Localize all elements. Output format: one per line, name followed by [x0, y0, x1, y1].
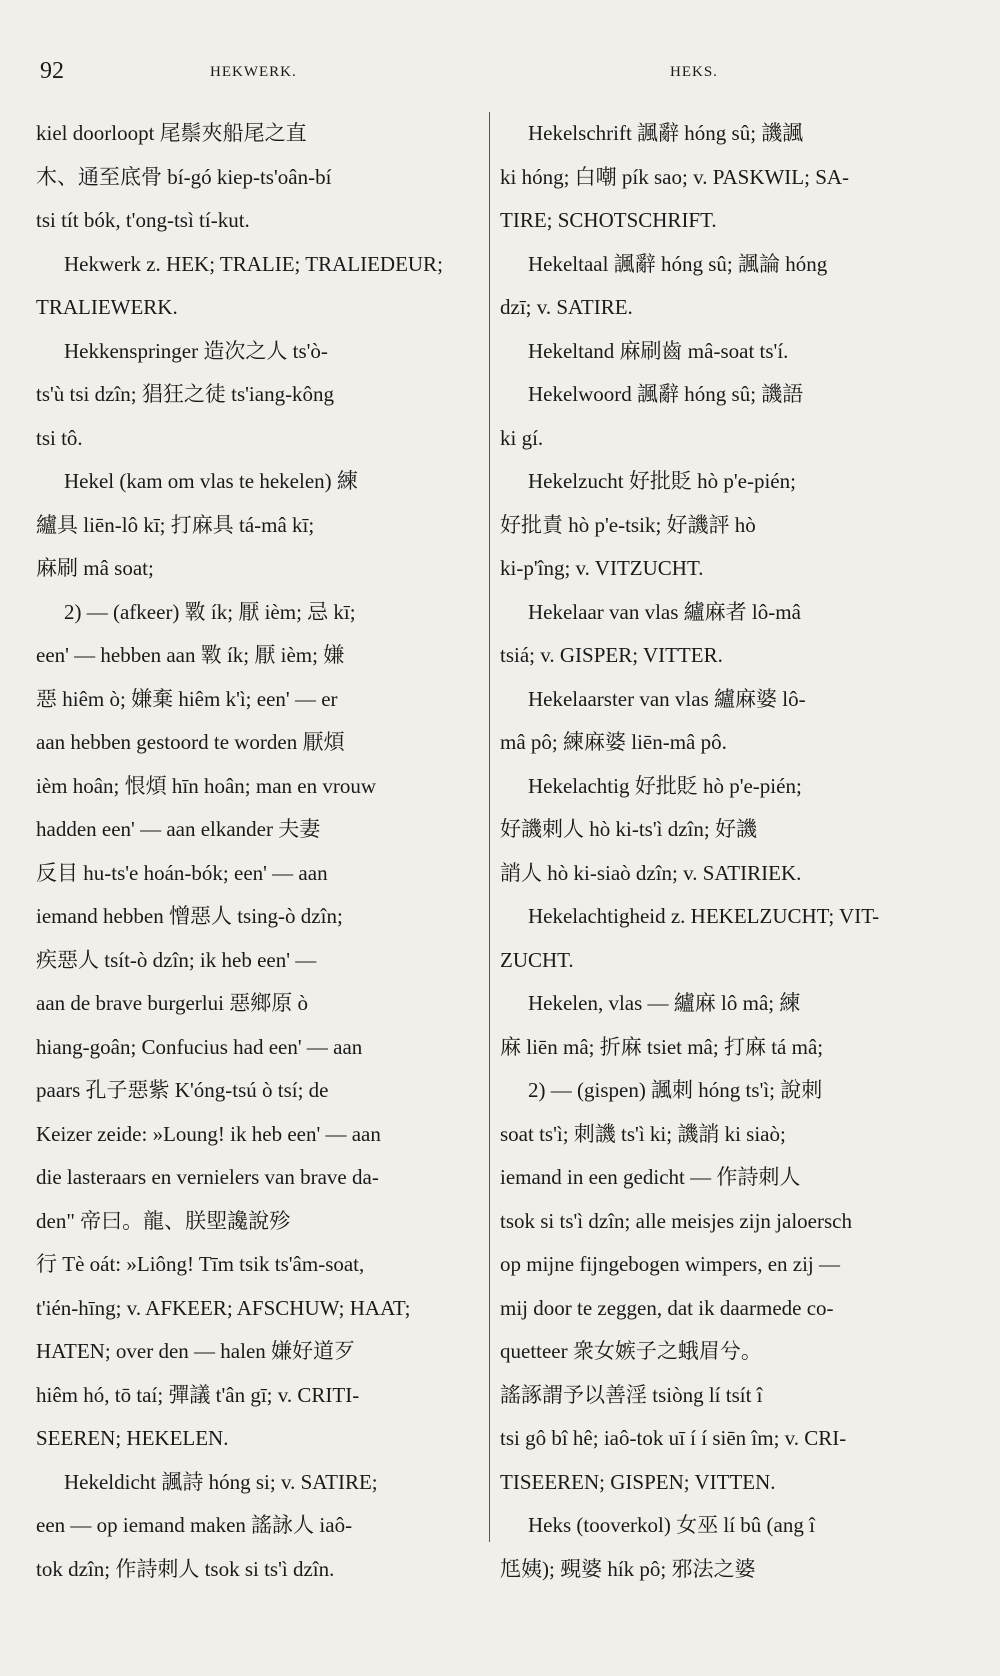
text-line: hiang-goân; Confucius had een' — aan — [36, 1034, 363, 1059]
text-line: Hekeldicht 諷詩 hóng si; v. SATIRE; — [64, 1469, 378, 1494]
text-line: 2) — (gispen) 諷刺 hóng ts'ì; 說刺 — [528, 1078, 823, 1102]
text-line: SEEREN; HEKELEN. — [36, 1426, 229, 1450]
text-line: aan de brave burgerlui 惡鄉原 ò — [36, 991, 308, 1015]
text-line: iemand hebben 憎惡人 tsing-ò dzîn; — [36, 904, 343, 928]
text-line: Hekel (kam om vlas te hekelen) 練 — [64, 469, 358, 493]
text-line: 好批責 hò p'e-tsik; 好譏評 hò — [500, 512, 756, 537]
text-line: 好譏刺人 hò ki-ts'ì dzîn; 好譏 — [500, 817, 757, 841]
page-header — [40, 58, 960, 90]
text-line: Hekeltand 麻刷齒 mâ-soat ts'í. — [528, 338, 789, 363]
text-line: 反目 hu-ts'e hoán-bók; een' — aan — [36, 860, 328, 885]
text-line: Hekelschrift 諷辭 hóng sû; 譏諷 — [528, 121, 804, 145]
text-line: Hekelaar van vlas 纑麻者 lô-mâ — [528, 599, 801, 624]
column-divider — [489, 112, 490, 1542]
text-line: Keizer zeide: »Loung! ik heb een' — aan — [36, 1121, 381, 1146]
text-line: op mijne fijngebogen wimpers, en zij — — [500, 1252, 841, 1276]
text-line: een — op iemand maken 謠詠人 iaô- — [36, 1513, 353, 1537]
text-line: Hekelzucht 好批貶 hò p'e-pién; — [528, 469, 796, 493]
left-column — [36, 112, 476, 1591]
text-line: Hekelwoord 諷辭 hóng sû; 譏語 — [528, 382, 804, 406]
text-line: tsi tô. — [36, 425, 83, 450]
text-line: ki-p'îng; v. VITZUCHT. — [500, 556, 704, 580]
text-line: ki hóng; 白嘲 pík sao; v. PASKWIL; SA- — [500, 164, 850, 189]
running-head-left: HEKWERK. — [210, 64, 297, 80]
text-line: 疾惡人 tsít-ò dzîn; ik heb een' — — [36, 947, 317, 972]
text-line: ièm hoân; 恨煩 hīn hoân; man en vrouw — [36, 773, 377, 798]
text-line: 木、通至底骨 bí-gó kiep-ts'oân-bí — [36, 164, 332, 189]
text-line: 謠諑謂予以善淫 tsiòng lí tsít î — [500, 1382, 763, 1407]
text-line: TISEEREN; GISPEN; VITTEN. — [500, 1469, 776, 1494]
text-line: 惡 hiêm ò; 嫌棄 hiêm k'ì; een' — er — [36, 686, 338, 711]
text-line: tsi tít bók, t'ong-tsì tí-kut. — [36, 208, 250, 232]
text-line: die lasteraars en vernielers van brave da- — [36, 1165, 379, 1189]
text-line: TIRE; SCHOTSCHRIFT. — [500, 208, 717, 232]
text-line: Hekwerk z. HEK; TRALIE; TRALIEDEUR; — [64, 251, 443, 276]
text-line: ts'ù tsi dzîn; 猖狂之徒 ts'iang-kông — [36, 382, 335, 406]
text-line: Hekelachtig 好批貶 hò p'e-pién; — [528, 773, 802, 798]
text-line: hadden een' — aan elkander 夫妻 — [36, 817, 321, 841]
text-line: soat ts'ì; 刺譏 ts'ì ki; 譏誚 ki siaò; — [500, 1121, 786, 1146]
text-line: hiêm hó, tō taí; 彈議 t'ân gī; v. CRITI- — [36, 1382, 360, 1407]
text-line: tsok si ts'ì dzîn; alle meisjes zijn jaloersch — [500, 1208, 852, 1233]
text-line: Heks (tooverkol) 女巫 lí bû (ang î — [528, 1513, 815, 1537]
text-line: mij door te zeggen, dat ik daarmede co- — [500, 1295, 834, 1320]
text-line: Hekeltaal 諷辭 hóng sû; 諷論 hóng — [528, 251, 828, 276]
text-line: HATEN; over den — halen 嫌好道歹 — [36, 1339, 356, 1363]
text-line: iemand in een gedicht — 作詩刺人 — [500, 1165, 801, 1189]
text-line: 麻刷 mâ soat; — [36, 556, 154, 580]
text-line: Hekelachtigheid z. HEKELZUCHT; VIT- — [528, 904, 880, 928]
text-line: 尪姨); 覡婆 hík pô; 邪法之婆 — [500, 1556, 756, 1581]
text-line: ZUCHT. — [500, 947, 574, 972]
text-line: tsi gô bî hê; iaô-tok uī í í siēn îm; v. CRI- — [500, 1426, 847, 1450]
text-line: t'ién-hīng; v. AFKEER; AFSCHUW; HAAT; — [36, 1295, 411, 1320]
text-line: Hekelaarster van vlas 纑麻婆 lô- — [528, 686, 806, 711]
text-line: ki gí. — [500, 425, 544, 450]
text-line: dzī; v. SATIRE. — [500, 295, 633, 319]
text-line: tok dzîn; 作詩刺人 tsok si ts'ì dzîn. — [36, 1556, 335, 1581]
text-line: een' — hebben aan 斁 ík; 厭 ièm; 嫌 — [36, 643, 345, 667]
text-line: 行 Tè oát: »Liông! Tīm tsik ts'âm-soat, — [36, 1252, 365, 1276]
text-line: Hekkenspringer 造次之人 ts'ò- — [64, 338, 328, 363]
text-line: mâ pô; 練麻婆 liēn-mâ pô. — [500, 730, 727, 754]
text-line: kiel doorloopt 尾鬃夾船尾之直 — [36, 121, 307, 145]
right-column — [500, 112, 940, 1591]
text-line: aan hebben gestoord te worden 厭煩 — [36, 730, 345, 754]
text-line: TRALIEWERK. — [36, 295, 178, 319]
text-line: 誚人 hò ki-siaò dzîn; v. SATIRIEK. — [500, 860, 802, 885]
page-number: 92 — [40, 58, 64, 84]
text-line: 纑具 liēn-lô kī; 打麻具 tá-mâ kī; — [36, 512, 315, 537]
text-line: 2) — (afkeer) 斁 ík; 厭 ièm; 忌 kī; — [64, 599, 356, 624]
text-line: 麻 liēn mâ; 折麻 tsiet mâ; 打麻 tá mâ; — [500, 1034, 824, 1059]
text-line: paars 孔子惡紫 K'óng-tsú ò tsí; de — [36, 1078, 329, 1102]
text-line: quetteer 衆女嫉子之蛾眉兮。 — [500, 1339, 762, 1363]
text-line: Hekelen, vlas — 纑麻 lô mâ; 練 — [528, 991, 801, 1015]
text-line: den" 帝曰。龍、朕堲讒說殄 — [36, 1208, 291, 1233]
running-head-right: HEKS. — [670, 64, 718, 80]
text-line: tsiá; v. GISPER; VITTER. — [500, 643, 723, 667]
